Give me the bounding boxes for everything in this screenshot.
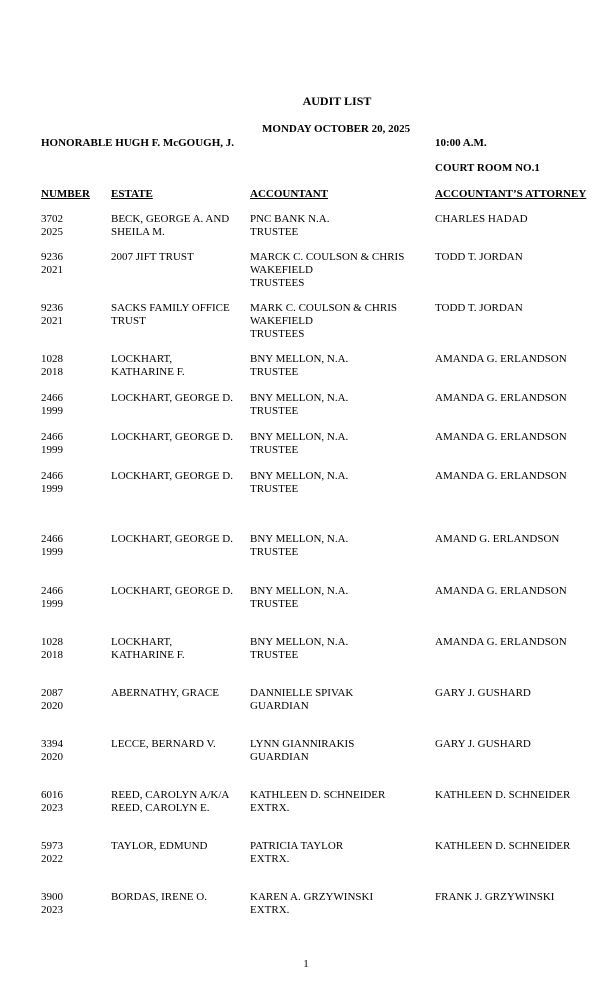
attorney-cell <box>435 213 528 226</box>
number-line: 2466 <box>41 585 63 597</box>
attorney-cell <box>435 687 531 700</box>
accountant-line: EXTRX. <box>250 903 290 916</box>
attorney-cell <box>435 470 567 483</box>
header-estate: ESTATE <box>111 188 153 200</box>
attorney-line: GARY J. GUSHARD <box>435 738 531 750</box>
accountant-line: TRUSTEE <box>250 365 299 378</box>
estate-cell <box>111 392 233 405</box>
accountant-cell <box>250 687 353 713</box>
attorney-line: FRANK J. GRZYWINSKI <box>435 891 555 903</box>
estate-line: LOCKHART, GEORGE D. <box>111 470 233 482</box>
number-line: 2466 <box>41 431 63 443</box>
number-line: 2466 <box>41 470 63 482</box>
estate-cell <box>111 470 233 483</box>
estate-cell <box>111 431 233 444</box>
estate-line: ABERNATHY, GRACE <box>111 687 219 699</box>
attorney-cell <box>435 302 523 315</box>
estate-cell <box>111 789 229 815</box>
number-line: 2466 <box>41 533 63 545</box>
number-line: 6016 <box>41 789 63 801</box>
estate-line: LECCE, BERNARD V. <box>111 738 216 750</box>
hearing-date: MONDAY OCTOBER 20, 2025 <box>262 123 411 135</box>
number-line: 2022 <box>41 852 63 865</box>
number-cell <box>41 687 63 713</box>
attorney-line: AMANDA G. ERLANDSON <box>435 392 567 404</box>
accountant-line: GUARDIAN <box>250 699 309 712</box>
accountant-cell <box>250 533 348 559</box>
estate-line: SHEILA M. <box>111 225 165 238</box>
attorney-cell <box>435 840 570 853</box>
number-line: 3900 <box>41 891 63 903</box>
attorney-line: TODD T. JORDAN <box>435 251 523 263</box>
number-line: 2087 <box>41 687 63 699</box>
attorney-cell <box>435 353 567 366</box>
estate-line: LOCKHART, <box>111 636 173 648</box>
number-cell <box>41 636 63 662</box>
attorney-cell <box>435 789 570 802</box>
attorney-line: GARY J. GUSHARD <box>435 687 531 699</box>
accountant-line: DANNIELLE SPIVAK <box>250 687 354 699</box>
accountant-line: BNY MELLON, N.A. <box>250 636 349 648</box>
accountant-cell <box>250 891 373 917</box>
number-line: 2021 <box>41 314 63 327</box>
estate-line: 2007 JIFT TRUST <box>111 251 194 263</box>
judge-name: HONORABLE HUGH F. McGOUGH, J. <box>41 137 235 149</box>
estate-line: TRUST <box>111 314 146 327</box>
accountant-line: BNY MELLON, N.A. <box>250 585 349 597</box>
estate-cell <box>111 636 185 662</box>
estate-line: SACKS FAMILY OFFICE <box>111 302 230 314</box>
estate-cell <box>111 840 208 853</box>
number-line: 5973 <box>41 840 63 852</box>
number-line: 2466 <box>41 392 63 404</box>
attorney-line: TODD T. JORDAN <box>435 302 523 314</box>
estate-line: KATHARINE F. <box>111 648 185 661</box>
accountant-line: BNY MELLON, N.A. <box>250 533 349 545</box>
accountant-line: LYNN GIANNIRAKIS <box>250 738 355 750</box>
header-accountant: ACCOUNTANT <box>250 188 329 200</box>
accountant-cell <box>250 251 404 289</box>
attorney-line: CHARLES HADAD <box>435 213 528 225</box>
estate-cell <box>111 687 219 700</box>
estate-line: REED, CAROLYN E. <box>111 801 210 814</box>
accountant-line: WAKEFIELD <box>250 314 313 327</box>
accountant-line: BNY MELLON, N.A. <box>250 353 349 365</box>
attorney-cell <box>435 585 567 598</box>
accountant-line: TRUSTEES <box>250 276 305 289</box>
estate-cell <box>111 213 229 239</box>
attorney-cell <box>435 738 531 751</box>
accountant-line: PNC BANK N.A. <box>250 213 330 225</box>
number-line: 1028 <box>41 636 63 648</box>
accountant-line: BNY MELLON, N.A. <box>250 470 349 482</box>
hearing-time: 10:00 A.M. <box>435 137 487 149</box>
number-cell <box>41 585 63 611</box>
attorney-line: AMANDA G. ERLANDSON <box>435 636 567 648</box>
number-cell <box>41 891 63 917</box>
header-attorney: ACCOUNTANT’S ATTORNEY <box>435 188 587 200</box>
number-cell <box>41 213 63 239</box>
number-line: 1999 <box>41 404 63 417</box>
number-cell <box>41 353 63 379</box>
estate-cell <box>111 353 185 379</box>
number-line: 1028 <box>41 353 63 365</box>
estate-line: LOCKHART, <box>111 353 173 365</box>
accountant-cell <box>250 738 354 764</box>
attorney-line: KATHLEEN D. SCHNEIDER <box>435 789 571 801</box>
attorney-cell <box>435 251 523 264</box>
number-line: 2018 <box>41 365 63 378</box>
number-line: 2018 <box>41 648 63 661</box>
number-line: 1999 <box>41 545 63 558</box>
attorney-cell <box>435 533 559 546</box>
estate-line: BORDAS, IRENE O. <box>111 891 207 903</box>
accountant-line: MARCK C. COULSON & CHRIS <box>250 251 405 263</box>
accountant-cell <box>250 585 348 611</box>
estate-line: REED, CAROLYN A/K/A <box>111 789 230 801</box>
number-line: 3702 <box>41 213 63 225</box>
courtroom: COURT ROOM NO.1 <box>435 162 540 174</box>
accountant-line: KATHLEEN D. SCHNEIDER <box>250 789 386 801</box>
attorney-cell <box>435 636 567 649</box>
estate-line: BECK, GEORGE A. AND <box>111 213 230 225</box>
estate-cell <box>111 533 233 546</box>
accountant-line: KAREN A. GRZYWINSKI <box>250 891 374 903</box>
number-line: 3394 <box>41 738 63 750</box>
attorney-cell <box>435 891 554 904</box>
page-number: 1 <box>303 958 309 970</box>
estate-line: LOCKHART, GEORGE D. <box>111 392 233 404</box>
number-line: 1999 <box>41 597 63 610</box>
accountant-line: MARK C. COULSON & CHRIS <box>250 302 397 314</box>
number-cell <box>41 533 63 559</box>
accountant-line: TRUSTEES <box>250 327 305 340</box>
accountant-line: TRUSTEE <box>250 443 299 456</box>
attorney-line: AMAND G. ERLANDSON <box>435 533 560 545</box>
estate-cell <box>111 891 207 904</box>
number-cell <box>41 251 63 277</box>
accountant-cell <box>250 636 348 662</box>
accountant-line: WAKEFIELD <box>250 263 313 276</box>
accountant-line: TRUSTEE <box>250 225 299 238</box>
number-cell <box>41 840 63 866</box>
attorney-line: AMANDA G. ERLANDSON <box>435 353 567 365</box>
estate-line: KATHARINE F. <box>111 365 185 378</box>
accountant-cell <box>250 470 348 496</box>
estate-line: LOCKHART, GEORGE D. <box>111 431 233 443</box>
accountant-line: BNY MELLON, N.A. <box>250 431 349 443</box>
number-cell <box>41 738 63 764</box>
number-line: 9236 <box>41 302 63 314</box>
number-line: 1999 <box>41 443 63 456</box>
number-line: 2025 <box>41 225 63 238</box>
number-cell <box>41 470 63 496</box>
attorney-line: KATHLEEN D. SCHNEIDER <box>435 840 571 852</box>
accountant-line: BNY MELLON, N.A. <box>250 392 349 404</box>
estate-line: LOCKHART, GEORGE D. <box>111 585 233 597</box>
accountant-line: TRUSTEE <box>250 545 299 558</box>
attorney-line: AMANDA G. ERLANDSON <box>435 585 567 597</box>
number-cell <box>41 392 63 418</box>
estate-cell <box>111 251 194 264</box>
attorney-line: AMANDA G. ERLANDSON <box>435 470 567 482</box>
accountant-line: TRUSTEE <box>250 482 299 495</box>
accountant-cell <box>250 431 348 457</box>
attorney-cell <box>435 392 567 405</box>
accountant-line: TRUSTEE <box>250 597 299 610</box>
accountant-cell <box>250 353 348 379</box>
accountant-line: TRUSTEE <box>250 404 299 417</box>
accountant-line: GUARDIAN <box>250 750 309 763</box>
accountant-line: EXTRX. <box>250 852 290 865</box>
number-line: 1999 <box>41 482 63 495</box>
estate-cell <box>111 738 216 751</box>
attorney-cell <box>435 431 567 444</box>
estate-line: LOCKHART, GEORGE D. <box>111 533 233 545</box>
accountant-line: PATRICIA TAYLOR <box>250 840 344 852</box>
number-cell <box>41 302 63 328</box>
number-line: 2021 <box>41 263 63 276</box>
page-title: AUDIT LIST <box>302 94 372 108</box>
accountant-cell <box>250 213 329 239</box>
accountant-cell <box>250 840 343 866</box>
attorney-line: AMANDA G. ERLANDSON <box>435 431 567 443</box>
accountant-cell <box>250 789 385 815</box>
number-cell <box>41 431 63 457</box>
header-number: NUMBER <box>41 188 90 200</box>
estate-line: TAYLOR, EDMUND <box>111 840 208 852</box>
accountant-line: EXTRX. <box>250 801 290 814</box>
accountant-cell <box>250 302 397 340</box>
number-line: 2023 <box>41 903 63 916</box>
number-line: 2020 <box>41 750 63 763</box>
number-line: 2020 <box>41 699 63 712</box>
estate-cell <box>111 585 233 598</box>
number-cell <box>41 789 63 815</box>
accountant-line: TRUSTEE <box>250 648 299 661</box>
accountant-cell <box>250 392 348 418</box>
estate-cell <box>111 302 230 328</box>
number-line: 2023 <box>41 801 63 814</box>
number-line: 9236 <box>41 251 63 263</box>
